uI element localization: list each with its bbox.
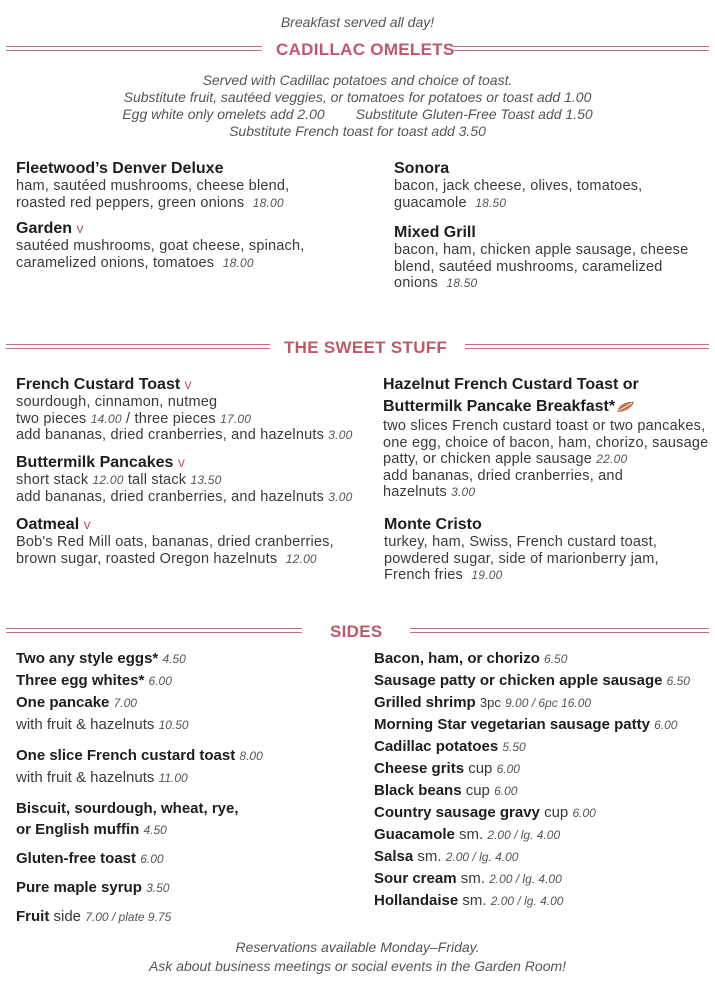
omelets-header	[0, 40, 715, 62]
menu-item	[16, 160, 316, 211]
item-price: 18.00	[222, 255, 254, 270]
item-price: 3.00	[328, 428, 353, 442]
item-price: 14.00	[90, 411, 122, 426]
menu-item	[383, 374, 713, 501]
item-price: 19.00	[471, 568, 503, 582]
side-item: Biscuit, sourdough, wheat, rye,	[16, 800, 239, 817]
item-addon: add bananas, dried cranberries, and hazelnuts	[383, 467, 623, 500]
item-option: two pieces	[16, 410, 87, 427]
item-name: Mixed Grill	[394, 224, 476, 241]
menu-item	[394, 160, 674, 211]
sweet-header	[0, 338, 715, 360]
item-name: French Custard Toast	[16, 376, 181, 393]
item-price: 12.00	[285, 551, 317, 566]
side-item: One pancake 7.00	[16, 694, 137, 711]
menu-item	[394, 224, 694, 292]
divider	[6, 344, 270, 349]
item-desc: turkey, ham, Swiss, French custard toast, powdered sugar, side of marionberry jam, French fries	[384, 534, 659, 583]
item-addon: add bananas, dried cranberries, and hazelnuts	[16, 427, 325, 443]
side-item: Guacamole sm. 2.00 / lg. 4.00	[374, 826, 561, 843]
omelets-note: Egg white only omelets add 2.00 Substitute Gluten-Free Toast add 1.50	[122, 106, 593, 122]
divider	[410, 628, 709, 633]
sides-title: SIDES	[330, 622, 383, 641]
divider	[6, 46, 262, 51]
sweet-title: THE SWEET STUFF	[284, 338, 448, 357]
item-desc: sourdough, cinnamon, nutmeg	[16, 394, 218, 410]
side-item: Hollandaise sm. 2.00 / lg. 4.00	[374, 892, 564, 909]
item-addon: add bananas, dried cranberries, and hazelnuts	[16, 488, 325, 505]
side-item: Pure maple syrup 3.50	[16, 879, 170, 896]
side-item: One slice French custard toast 8.00	[16, 747, 263, 764]
side-item: Morning Star vegetarian sausage patty 6.00	[374, 716, 678, 733]
omelets-note: Substitute fruit, sautéed veggies, or tomatoes for potatoes or toast add 1.00	[123, 89, 592, 105]
side-item: Country sausage gravy cup 6.00	[374, 804, 596, 821]
side-item: Fruit side 7.00 / plate 9.75	[16, 908, 172, 925]
side-item: with fruit & hazelnuts 11.00	[16, 769, 188, 786]
menu-item: French Custard Toast v sourdough, cinnamon, nutmeg two pieces 14.00 / three pieces 17.00 add bananas, dried cranberries, and hazelnuts 3.00	[16, 376, 376, 444]
side-item: Three egg whites* 6.00	[16, 672, 172, 689]
item-desc: bacon, ham, chicken apple sausage, cheese blend, sautéed mushrooms, caramelized onions	[394, 242, 689, 291]
omelets-note: Substitute French toast for toast add 3.50	[229, 123, 486, 139]
side-item: Cheese grits cup 6.00	[374, 760, 520, 777]
item-desc: sautéed mushrooms, goat cheese, spinach, caramelized onions, tomatoes	[16, 238, 305, 271]
divider	[6, 628, 302, 633]
item-desc: ham, sautéed mushrooms, cheese blend, roasted red peppers, green onions	[16, 178, 290, 211]
item-name: Buttermilk Pancakes	[16, 454, 174, 471]
sides-right	[374, 648, 714, 912]
item-price: 17.00	[220, 411, 252, 426]
item-name: Monte Cristo	[384, 516, 482, 533]
side-item: Cadillac potatoes 5.50	[374, 738, 526, 755]
side-item: Sour cream sm. 2.00 / lg. 4.00	[374, 870, 562, 887]
item-name: Sonora	[394, 160, 450, 177]
item-name: Fleetwood’s Denver Deluxe	[16, 160, 224, 177]
side-item: Two any style eggs* 4.50	[16, 650, 186, 667]
item-desc: two slices French custard toast or two pancakes, one egg, choice of bacon, ham, chorizo, sausage patty, or chicken apple sausage	[383, 418, 709, 467]
item-name: Buttermilk Pancake Breakfast*	[383, 398, 616, 415]
vegetarian-mark: v	[83, 516, 91, 532]
vegetarian-mark: v	[184, 376, 192, 392]
menu-item	[384, 516, 694, 584]
item-price: 18.50	[475, 195, 507, 210]
item-price: 3.00	[451, 485, 476, 499]
footer-line: Reservations available Monday–Friday.	[235, 939, 480, 955]
side-item: Grilled shrimp 3pc 9.00 / 6pc 16.00	[374, 694, 592, 711]
side-item: Black beans cup 6.00	[374, 782, 518, 799]
omelets-notes	[0, 72, 715, 140]
item-name: Garden	[16, 220, 73, 237]
divider	[465, 344, 709, 349]
footer-line: Ask about business meetings or social events in the Garden Room!	[148, 958, 567, 974]
item-price: 3.00	[328, 489, 353, 504]
menu-item	[16, 516, 376, 567]
vegetarian-mark: v	[76, 220, 84, 236]
omelets-note: Served with Cadillac potatoes and choice of toast.	[202, 72, 513, 88]
side-item: with fruit & hazelnuts 10.50	[16, 716, 189, 733]
item-price: 22.00	[596, 452, 628, 466]
item-price: 13.50	[190, 473, 222, 487]
item-price: 18.00	[252, 195, 284, 210]
leaf-icon	[615, 401, 635, 413]
side-item: Gluten-free toast 6.00	[16, 850, 164, 867]
menu-item	[16, 454, 376, 505]
item-name: Oatmeal	[16, 516, 80, 533]
omelets-title: CADILLAC OMELETS	[276, 40, 455, 59]
sides-left	[16, 648, 356, 928]
side-item: Sausage patty or chicken apple sausage 6.50	[374, 672, 690, 689]
item-option: three pieces	[134, 410, 216, 427]
side-item: Bacon, ham, or chorizo 6.50	[374, 650, 568, 667]
item-price: 18.50	[446, 276, 478, 290]
side-item: Salsa sm. 2.00 / lg. 4.00	[374, 848, 519, 865]
item-option: short stack	[16, 472, 89, 488]
item-desc: bacon, jack cheese, olives, tomatoes, guacamole	[394, 178, 643, 211]
sides-header	[0, 622, 715, 644]
side-item: or English muffin 4.50	[16, 821, 167, 838]
footer	[0, 938, 715, 976]
top-note: Breakfast served all day!	[280, 14, 435, 30]
item-option: tall stack	[127, 472, 187, 488]
item-name: Hazelnut French Custard Toast or	[383, 376, 639, 393]
divider	[453, 46, 709, 51]
menu-item	[16, 220, 336, 271]
item-desc: Bob's Red Mill oats, bananas, dried cranberries, brown sugar, roasted Oregon hazelnuts	[16, 534, 334, 567]
vegetarian-mark: v	[177, 454, 185, 470]
item-price: 12.00	[92, 473, 124, 487]
